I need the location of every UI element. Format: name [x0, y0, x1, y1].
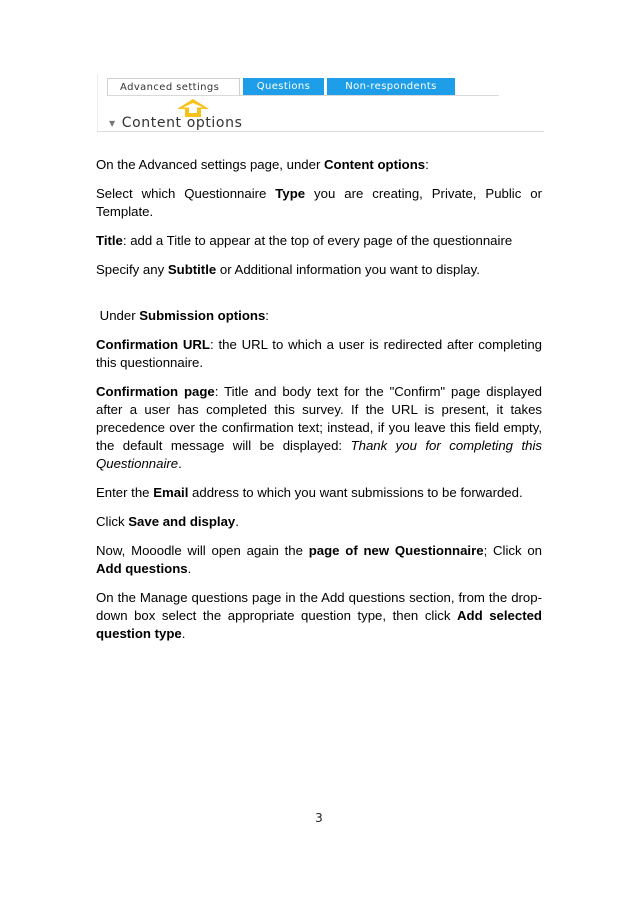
tab-bar	[107, 78, 458, 96]
paragraph: Select which Questionnaire Type you are creating, Private, Public or Template.	[96, 186, 542, 219]
paragraph: On the Manage questions page in the Add questions section, from the drop-down box select the appropriate question type, then click Add selected question type.	[96, 590, 542, 641]
tab-questions[interactable]: Questions	[243, 78, 324, 96]
paragraph: Confirmation URL: the URL to which a user is redirected after completing this questionnaire.	[96, 337, 542, 370]
tab-non-respondents[interactable]: Non-respondents	[327, 78, 455, 96]
document-body	[96, 156, 542, 654]
divider	[97, 131, 544, 132]
paragraph: Title: add a Title to appear at the top of every page of the questionnaire	[96, 233, 513, 248]
page-number: 3	[315, 811, 323, 825]
divider	[97, 74, 98, 132]
content-options-header[interactable]	[109, 115, 242, 131]
paragraph: On the Advanced settings page, under Content options:	[96, 157, 429, 172]
embedded-screenshot	[95, 74, 544, 134]
section-title: Content options	[121, 115, 243, 131]
caret-down-icon: ▼	[109, 118, 116, 128]
paragraph: Confirmation page: Title and body text for the "Confirm" page displayed after a user has completed this survey. If the URL is present, it takes precedence over the confirmation text; instead, if you leave this field empty, the default message will be displayed: Thank you for completing this Questionnaire.	[96, 384, 542, 471]
paragraph: Under Submission options:	[99, 308, 269, 323]
paragraph: Specify any Subtitle or Additional information you want to display.	[96, 262, 480, 277]
tab-advanced-settings[interactable]: Advanced settings	[107, 78, 240, 96]
paragraph: Click Save and display.	[96, 514, 239, 529]
divider	[107, 95, 499, 96]
paragraph: Now, Mooodle will open again the page of new Questionnaire; Click on Add questions.	[96, 543, 542, 576]
paragraph: Enter the Email address to which you want submissions to be forwarded.	[96, 485, 523, 500]
